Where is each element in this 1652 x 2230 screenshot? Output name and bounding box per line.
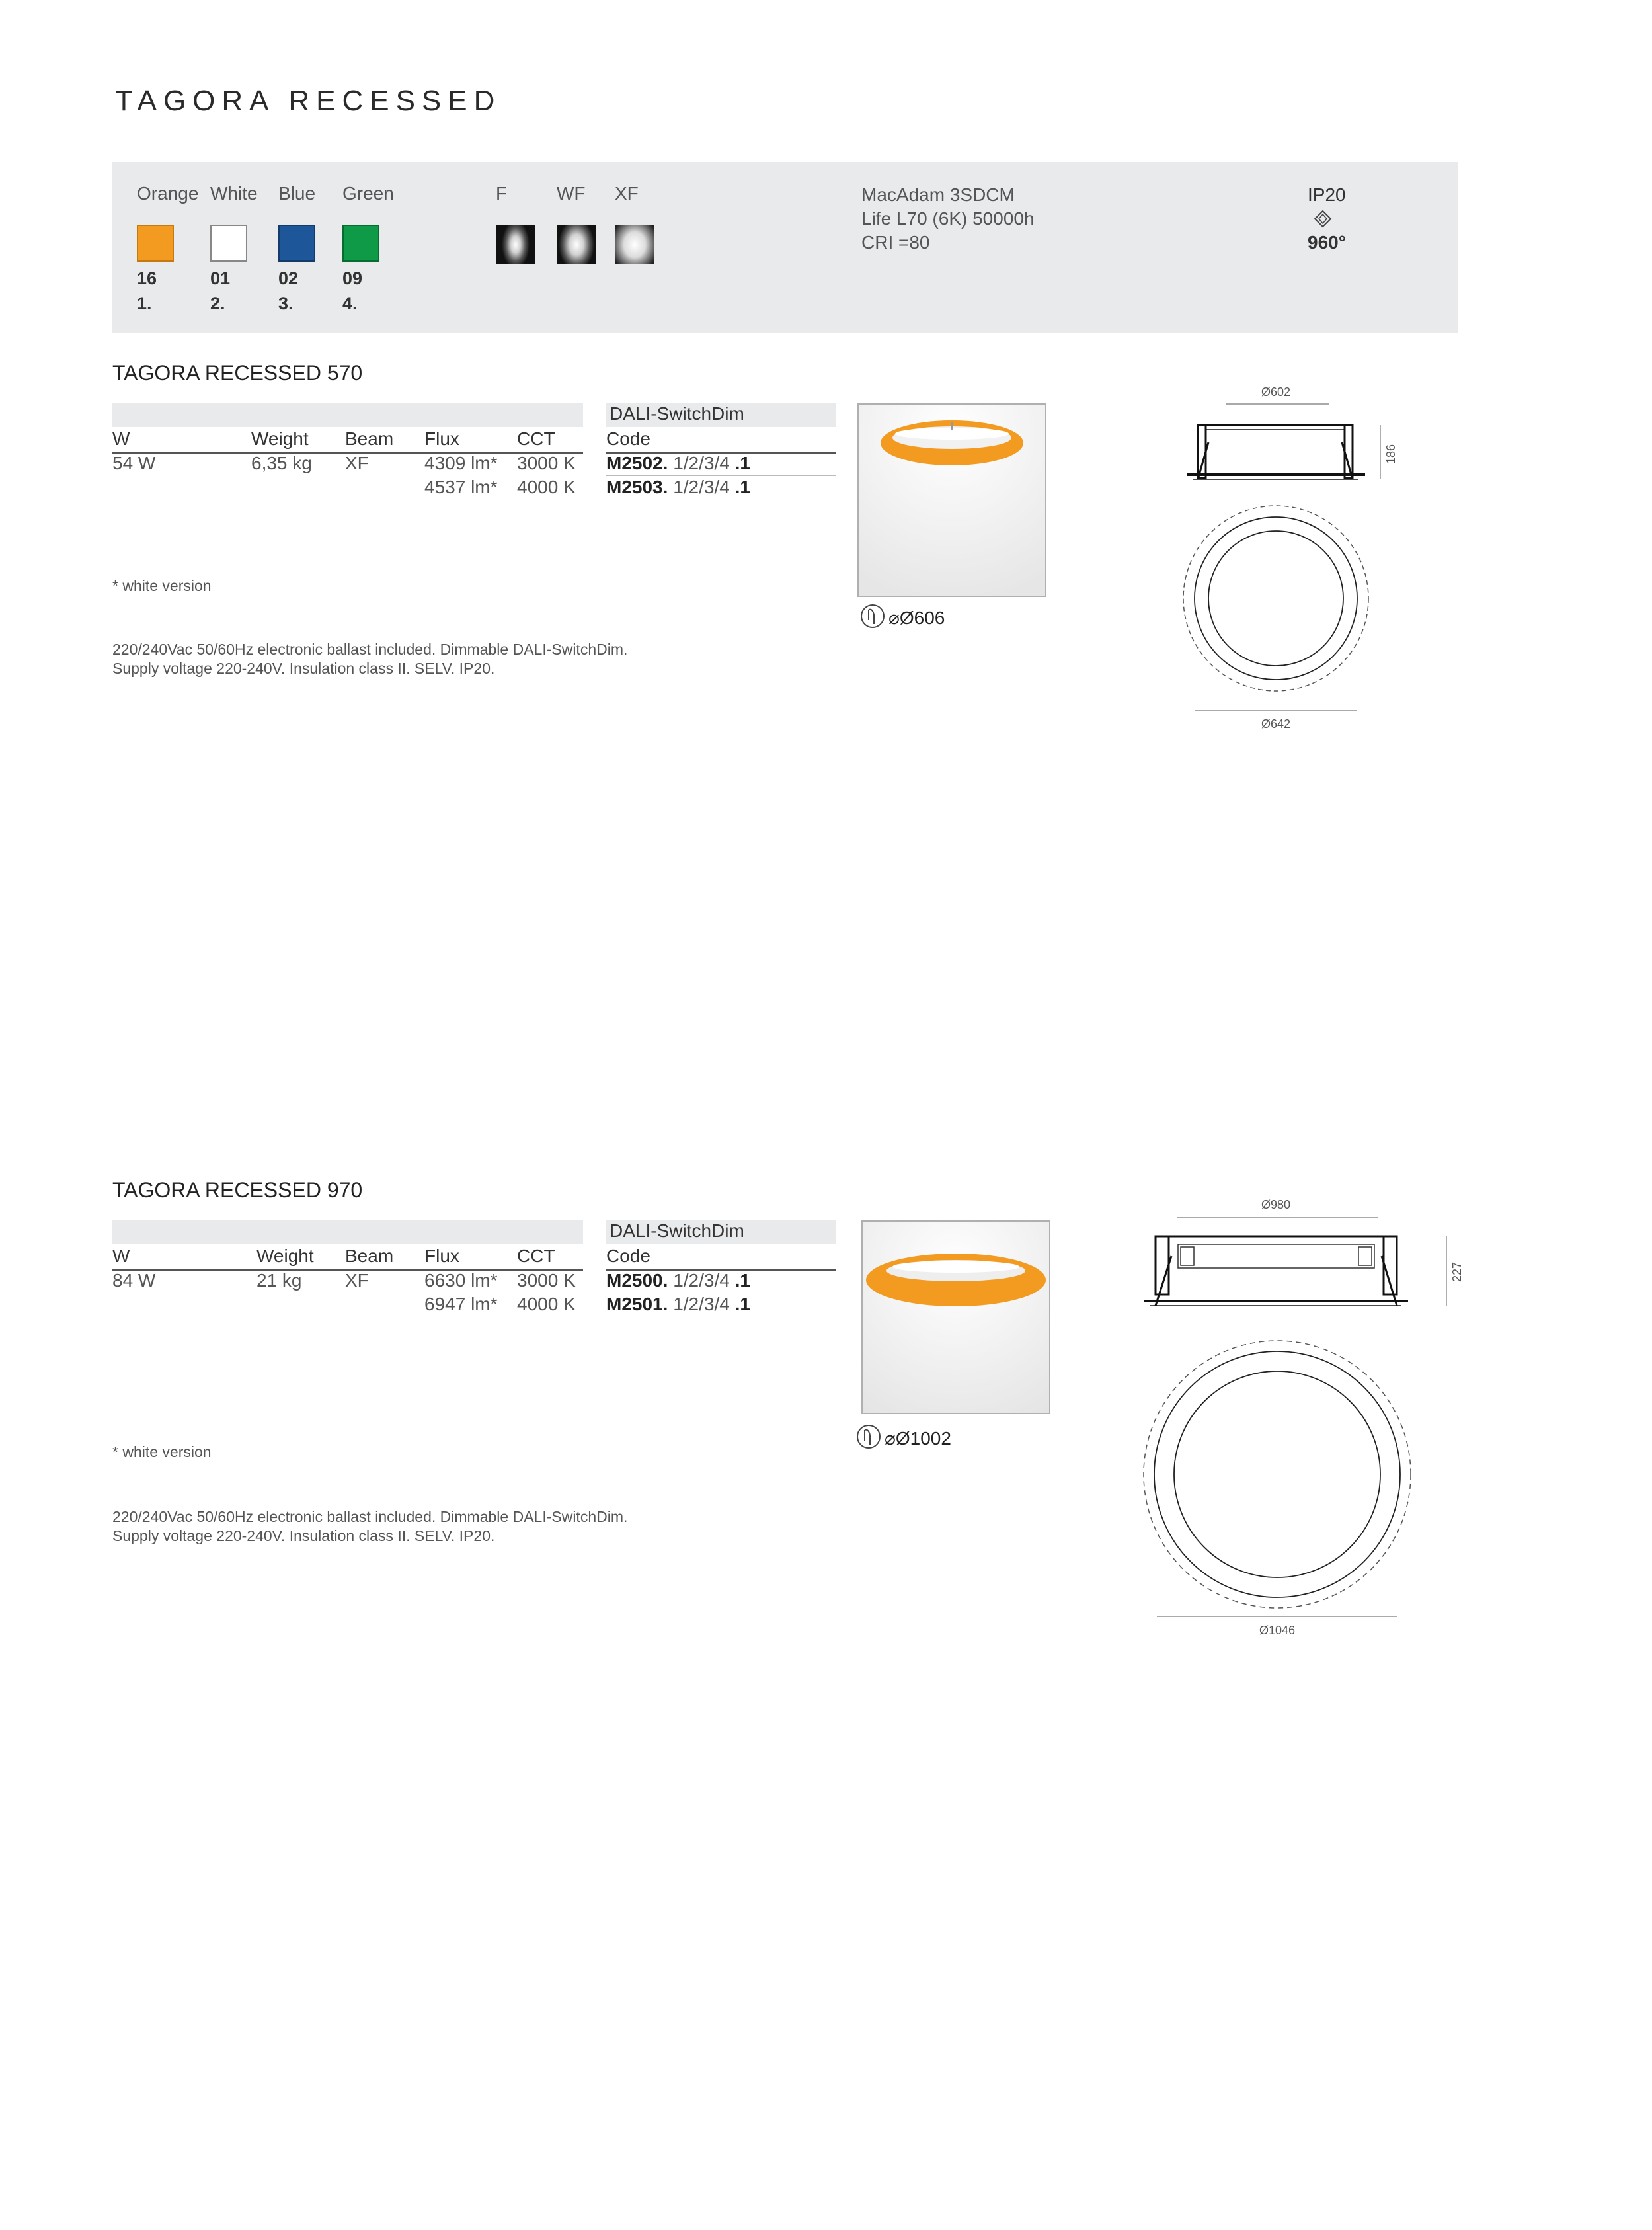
dim-height-label: 186 [1384, 444, 1397, 465]
cutout-hole-icon [855, 1423, 885, 1450]
cell-weight: 21 kg [256, 1270, 302, 1291]
code-base: M2500. [606, 1270, 668, 1291]
product-title: TAGORA RECESSED 970 [112, 1178, 363, 1202]
color-index-white: 2. [210, 294, 225, 313]
col-w: W [112, 428, 130, 449]
cutout-value: Ø1002 [895, 1428, 951, 1449]
swatch-orange [137, 225, 174, 262]
code-base: M2502. [606, 453, 668, 473]
cell-beam: XF [345, 453, 369, 473]
spec-macadam: MacAdam 3SDCM [861, 184, 1015, 205]
col-beam: Beam [345, 428, 394, 449]
ip-rating: IP20 [1308, 184, 1346, 205]
color-label-green: Green [342, 183, 394, 204]
swatch-green [342, 225, 379, 262]
color-index-blue: 3. [278, 294, 294, 313]
col-cct: CCT [517, 428, 555, 449]
description-line-2: Supply voltage 220-240V. Insulation class II. SELV. IP20. [112, 660, 495, 677]
code-base: M2501. [606, 1294, 668, 1314]
table-header-bar [112, 403, 583, 427]
dim-bottom-label: Ø1046 [1259, 1624, 1296, 1637]
code-variants: 1/2/3/4 [673, 1270, 730, 1291]
code-variants: 1/2/3/4 [673, 453, 730, 473]
description-line-1: 220/240Vac 50/60Hz electronic ballast included. Dimmable DALI-SwitchDim. [112, 1508, 628, 1525]
product-title: TAGORA RECESSED 570 [112, 361, 363, 385]
cell-weight: 6,35 kg [251, 453, 312, 473]
cell-flux: 4309 lm* [424, 453, 498, 473]
code-variants: 1/2/3/4 [673, 477, 730, 497]
spec-life: Life L70 (6K) 50000h [861, 208, 1035, 229]
description-line-2: Supply voltage 220-240V. Insulation class II. SELV. IP20. [112, 1527, 495, 1544]
color-code-green: 09 [342, 268, 363, 288]
cutout-diameter: ⌀Ø1002 [885, 1428, 951, 1449]
col-beam: Beam [345, 1246, 394, 1266]
code-suffix: .1 [734, 1294, 750, 1314]
cell-flux: 6947 lm* [424, 1294, 498, 1314]
product-photo [857, 403, 1046, 597]
color-label-white: White [210, 183, 258, 204]
color-code-white: 01 [210, 268, 231, 288]
color-index-orange: 1. [137, 294, 152, 313]
cutout-diameter: ⌀Ø606 [888, 608, 945, 628]
cell-code [606, 1270, 750, 1291]
cell-cct: 3000 K [517, 453, 576, 473]
cell-cct: 4000 K [517, 477, 576, 497]
cell-flux: 6630 lm* [424, 1270, 498, 1291]
col-cct: CCT [517, 1246, 555, 1266]
technical-drawing [1170, 380, 1474, 737]
dim-bottom-label: Ø642 [1261, 717, 1291, 731]
color-label-blue: Blue [278, 183, 316, 204]
dim-top-label: Ø602 [1261, 385, 1291, 399]
col-w: W [112, 1246, 130, 1266]
fixture-render [863, 1222, 1049, 1413]
page-title: TAGORA RECESSED [115, 85, 502, 117]
cutout-value: Ø606 [899, 608, 945, 628]
code-suffix: .1 [734, 1270, 750, 1291]
footnote: * white version [112, 577, 212, 594]
code-variants: 1/2/3/4 [673, 1294, 730, 1314]
col-code: Code [606, 428, 650, 449]
cell-flux: 4537 lm* [424, 477, 498, 497]
beam-label-f: F [496, 183, 508, 204]
glow-wire-icon [1313, 210, 1333, 228]
color-code-orange: 16 [137, 268, 157, 288]
cell-cct: 4000 K [517, 1294, 576, 1314]
cutout-hole-icon [859, 603, 888, 629]
cell-code [606, 1294, 750, 1315]
beam-f-icon [496, 225, 535, 264]
row-rule [606, 475, 836, 476]
spec-cri: CRI =80 [861, 232, 930, 253]
color-label-orange: Orange [137, 183, 199, 204]
swatch-white [210, 225, 247, 262]
dali-label: DALI-SwitchDim [610, 403, 744, 424]
dali-label: DALI-SwitchDim [610, 1220, 744, 1241]
description-line-1: 220/240Vac 50/60Hz electronic ballast included. Dimmable DALI-SwitchDim. [112, 641, 628, 658]
col-code: Code [606, 1246, 650, 1266]
beam-xf-icon [615, 225, 654, 264]
cell-beam: XF [345, 1270, 369, 1291]
code-suffix: .1 [734, 477, 750, 497]
dim-height-label: 227 [1450, 1261, 1464, 1283]
color-code-blue: 02 [278, 268, 299, 288]
col-weight: Weight [256, 1246, 314, 1266]
beam-label-xf: XF [615, 183, 639, 204]
code-base: M2503. [606, 477, 668, 497]
cell-code [606, 477, 750, 498]
technical-drawing [1130, 1190, 1474, 1640]
footnote: * white version [112, 1443, 212, 1460]
glow-wire-temp: 960° [1308, 232, 1346, 253]
cell-cct: 3000 K [517, 1270, 576, 1291]
dim-top-label: Ø980 [1261, 1198, 1291, 1211]
cell-code [606, 453, 750, 474]
cell-w: 54 W [112, 453, 156, 473]
product-photo [861, 1220, 1050, 1414]
code-suffix: .1 [734, 453, 750, 473]
beam-wf-icon [557, 225, 596, 264]
color-index-green: 4. [342, 294, 358, 313]
fixture-render [859, 405, 1045, 596]
swatch-blue [278, 225, 315, 262]
beam-label-wf: WF [557, 183, 586, 204]
col-flux: Flux [424, 428, 459, 449]
col-flux: Flux [424, 1246, 459, 1266]
cell-w: 84 W [112, 1270, 156, 1291]
col-weight: Weight [251, 428, 309, 449]
table-header-bar [112, 1220, 583, 1244]
